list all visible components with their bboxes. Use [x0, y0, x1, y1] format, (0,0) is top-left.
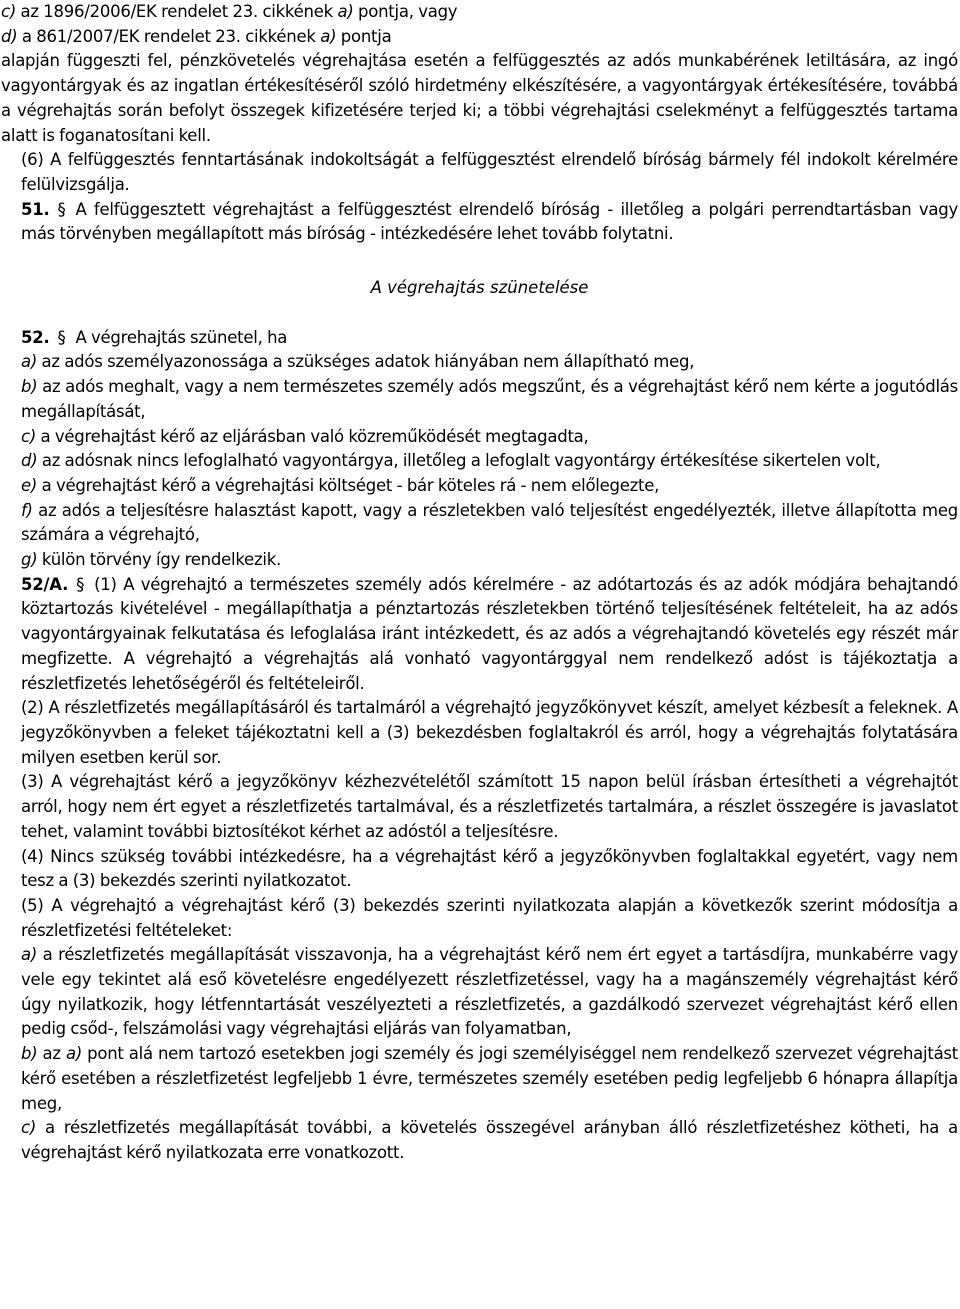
section-number: 51.: [21, 199, 50, 219]
section-sign-icon: §: [76, 574, 85, 594]
section-52a-paragraph-5: (5) A végrehajtó a végrehajtást kérő (3) bekezdés szerinti nyilatkozata alapján a következők szerint módosítja a részletfizetési feltételeket:: [21, 895, 958, 940]
list-item: f) az adós a teljesítésre halasztást kapott, vagy a részletekben való teljesítést engedélyezték, illetve állapította meg számára a végrehajtó,: [21, 500, 958, 545]
list-item: d) az adósnak nincs lefoglalható vagyontárgya, illetőleg a lefoglalt vagyontárgy értékesítése sikertelen volt,: [21, 451, 881, 471]
section-52a-paragraph-4: (4) Nincs szükség további intézkedésre, ha a végrehajtást kérő a jegyzőkönyvben foglaltakkal egyetért, vagy nem tesz a (3) bekezdés szerinti nyilatkozatot.: [21, 846, 958, 891]
section-52a-paragraph-1: 52/A. § (1) A végrehajtó a természetes személy adós kérelmére - az adótartozás és az adók módjára behajtandó köztartozás kivételével - megállapíthatja a pénztartozás részletekben történő teljesítésének feltételeit, ha az adós vagyontárgyainak felkutatása és lefoglalása iránt intézkedett, és az adós a végrehajtandó követelés egy részét már megfizette. A végrehajtó a végrehajtás alá vonható vagyontárggyal nem rendelkező adóst is tájékoztatja a részletfizetés lehetőségéről és feltételeiről.: [21, 574, 958, 693]
paragraph-6: (6) A felfüggesztés fenntartásának indokoltságát a felfüggesztést elrendelő bíróság bármely fél indokolt kérelmére felülvizsgálja.: [21, 150, 958, 194]
section-52a-paragraph-2: (2) A részletfizetés megállapításáról és tartalmáról a végrehajtó jegyzőkönyvet készít, amelyet kézbesít a feleknek. A jegyzőkönyvben a feleket tájékoztatni kell a (3) bekezdésben foglaltakról és arról, hogy a végrehajtás folytatására milyen esetben kerül sor.: [21, 698, 958, 767]
section-52a-paragraph-3: (3) A végrehajtást kérő a jegyzőkönyv kézhezvételétől számított 15 napon belül írásban értesítheti a végrehajtót arról, hogy nem ért egyet a részletfizetés tartalmával, és a részletfizetés tartalmára, a részlet összegére is javaslatot tehet, valamint további biztosítékot kérhet az adóstól a teljesítésre.: [21, 772, 958, 841]
section-52: 52. § A végrehajtás szünetel, ha: [1, 326, 958, 351]
intro-line-c: c) az 1896/2006/EK rendelet 23. cikkének a) pontja, vagy: [1, 2, 458, 21]
list-item: a) az adós személyazonossága a szükséges adatok hiányában nem állapítható meg,: [21, 352, 695, 372]
section-heading: A végrehajtás szünetelése: [370, 278, 589, 298]
item-letter: c): [1, 2, 17, 21]
list-item: c) a végrehajtást kérő az eljárásban való közreműködését megtagadta,: [21, 426, 589, 446]
list-item: a) a részletfizetés megállapítását visszavonja, ha a végrehajtást kérő nem ért egyet a tartásdíjra, munkabérre vagy vele egy tekintet alá eső követelésre engedélyezett részletfizetéssel, vagy ha a magánszemély végrehajtást kérő úgy nyilatkozik, hogy létfenntartását veszélyezteti a részletfizetés, a gazdálkodó szervezet végrehajtást kérő ellen pedig csőd-, felszámolási vagy végrehajtási eljárás van folyamatban,: [21, 945, 958, 1039]
list-item: b) az a) pont alá nem tartozó esetekben jogi személy és jogi személyiséggel nem rendelkező szervezet végrehajtást kérő esetében a részletfizetést legfeljebb 1 évre, természetes személy esetében pedig legfeljebb 6 hónapra állapítja meg,: [21, 1044, 958, 1113]
section-number: 52/A.: [21, 574, 69, 594]
item-letter: d): [1, 26, 18, 46]
section-sign-icon: §: [57, 327, 66, 347]
list-item: g) külön törvény így rendelkezik.: [21, 550, 282, 570]
paragraph-alapjan: alapján függeszti fel, pénzkövetelés végrehajtása esetén a felfüggesztés az adós munkabérének letiltására, az ingó vagyontárgyak és az ingatlan értékesítéséről szóló hirdetmény elkészítésére, a vagyontárgyak értékesítésére, továbbá a végrehajtás során befolyt összegek kifizetésére terjed ki; a többi végrehajtási cselekményt a felfüggesztés tartama alatt is foganatosítani kell.: [1, 51, 958, 145]
intro-line-d: d) a 861/2007/EK rendelet 23. cikkének a) pontja: [1, 26, 392, 46]
list-item: e) a végrehajtást kérő a végrehajtási költséget - bár köteles rá - nem előlegezte,: [21, 475, 660, 495]
section-51: 51. § A felfüggesztett végrehajtást a felfüggesztést elrendelő bíróság - illetőleg a polgári perrendtartásban vagy más törvényben megállapított más bíróság - intézkedésére lehet tovább folytatni.: [21, 199, 958, 244]
section-number: 52.: [21, 327, 50, 347]
list-item: c) a részletfizetés megállapítását további, a követelés összegével arányban álló részletfizetéshez kötheti, ha a végrehajtást kérő nyilatkozata erre vonatkozott.: [21, 1118, 958, 1162]
section-sign-icon: §: [57, 199, 66, 219]
list-item: b) az adós meghalt, vagy a nem természetes személy adós megszűnt, és a végrehajtást kérő nem kérte a jogutódlás megállapítását,: [21, 377, 958, 421]
